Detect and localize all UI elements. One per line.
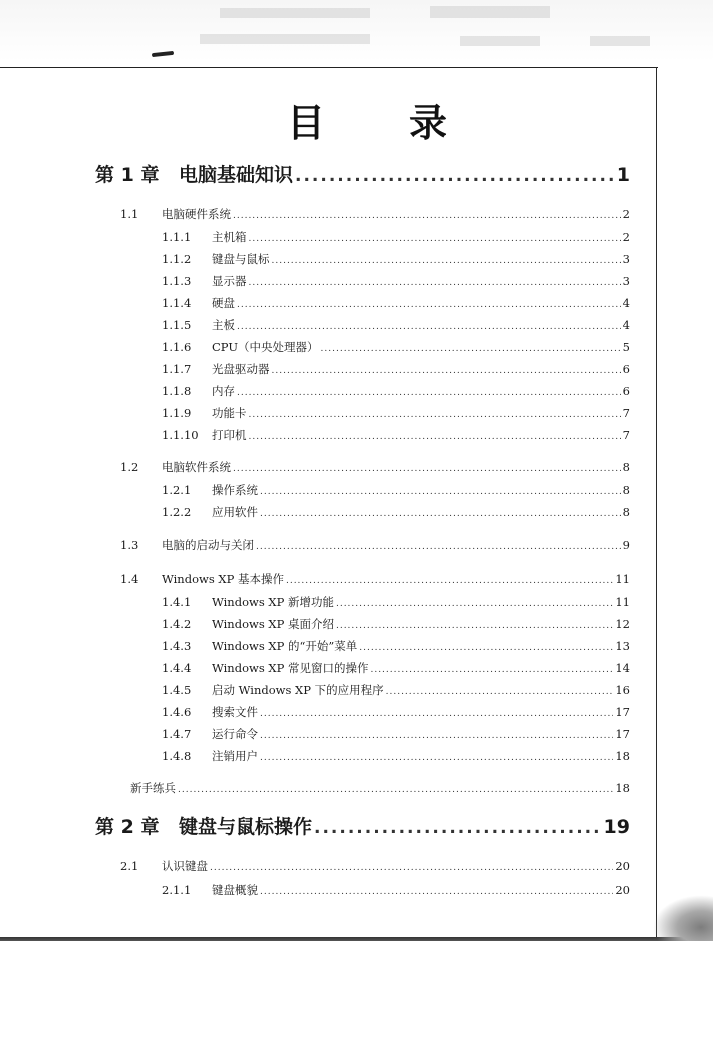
subsection-title: 光盘驱动器 — [212, 362, 270, 376]
leader-dots — [260, 509, 621, 519]
practice-title: 新手练兵 — [130, 781, 176, 795]
subsection-title: Windows XP 新增功能 — [212, 595, 334, 609]
chapter-number: 第 2 章 — [95, 816, 160, 838]
toc-section-1-4[interactable] — [120, 571, 630, 589]
leader-dots — [237, 388, 621, 398]
section-number: 1.1 — [120, 207, 139, 221]
subsection-title: 操作系统 — [212, 483, 258, 497]
page-number: 6 — [622, 362, 630, 376]
leader-dots — [386, 687, 614, 697]
leader-dots — [260, 887, 613, 897]
page-number: 7 — [622, 428, 630, 442]
toc-subsection-1-2-2[interactable] — [162, 504, 630, 522]
page-number: 11 — [615, 572, 630, 586]
section-title: Windows XP 基本操作 — [162, 572, 284, 586]
toc-chapter-2[interactable] — [95, 812, 630, 838]
page-number: 13 — [615, 639, 630, 653]
page-title-char-2: 录 — [408, 101, 447, 145]
page-number: 11 — [615, 595, 630, 609]
chapter-number: 第 1 章 — [95, 164, 160, 186]
toc-section-1-3[interactable] — [120, 537, 630, 555]
page-number: 16 — [615, 683, 630, 697]
subsection-number: 1.1.5 — [162, 318, 192, 332]
toc-subsection-1-4-2[interactable] — [162, 616, 630, 634]
page-number: 8 — [622, 505, 630, 519]
leader-dots — [210, 863, 613, 873]
leader-dots — [249, 278, 621, 288]
leader-dots — [272, 366, 621, 376]
scan-bleed-through — [430, 6, 550, 18]
subsection-number: 1.1.4 — [162, 296, 192, 310]
subsection-title: 内存 — [212, 384, 235, 398]
leader-dots — [272, 256, 621, 266]
section-number: 1.3 — [120, 538, 139, 552]
subsection-title: 打印机 — [212, 428, 247, 442]
toc-practice[interactable] — [130, 780, 630, 798]
toc-subsection-1-2-1[interactable] — [162, 482, 630, 500]
toc-section-1-2[interactable] — [120, 459, 630, 477]
subsection-number: 1.1.8 — [162, 384, 192, 398]
page-number: 3 — [622, 274, 630, 288]
subsection-title: 显示器 — [212, 274, 247, 288]
subsection-title: 注销用户 — [212, 749, 258, 763]
leader-dots — [233, 211, 621, 221]
subsection-title: CPU（中央处理器） — [212, 340, 319, 354]
subsection-title: 应用软件 — [212, 505, 258, 519]
toc-subsection-1-4-3[interactable] — [162, 638, 630, 656]
toc-section-2-1[interactable] — [120, 858, 630, 876]
leader-dots — [359, 643, 613, 653]
toc-subsection-1-1-2[interactable] — [162, 251, 630, 269]
leader-dots — [237, 300, 621, 310]
leader-dots — [260, 709, 613, 719]
page-number: 2 — [622, 230, 630, 244]
toc-subsection-1-4-8[interactable] — [162, 748, 630, 766]
page-number: 6 — [622, 384, 630, 398]
subsection-title: Windows XP 常见窗口的操作 — [212, 661, 369, 675]
subsection-number: 1.4.8 — [162, 749, 192, 763]
subsection-number: 1.4.1 — [162, 595, 192, 609]
subsection-number: 1.1.2 — [162, 252, 192, 266]
section-title: 电脑硬件系统 — [162, 207, 231, 221]
leader-dots — [260, 731, 613, 741]
subsection-number: 1.4.6 — [162, 705, 192, 719]
page-number: 7 — [622, 406, 630, 420]
scan-smudge — [653, 895, 713, 941]
section-number: 1.2 — [120, 460, 139, 474]
section-title: 电脑的启动与关闭 — [162, 538, 254, 552]
page-number: 4 — [622, 318, 630, 332]
page-number: 9 — [622, 538, 630, 552]
toc-subsection-1-4-1[interactable] — [162, 594, 630, 612]
section-number: 1.4 — [120, 572, 139, 586]
page-number: 20 — [615, 883, 630, 897]
page-number: 18 — [615, 749, 630, 763]
toc-chapter-1[interactable] — [95, 160, 630, 186]
toc-subsection-1-4-7[interactable] — [162, 726, 630, 744]
subsection-number: 1.4.7 — [162, 727, 192, 741]
subsection-number: 1.4.5 — [162, 683, 192, 697]
chapter-title: 键盘与鼠标操作 — [179, 816, 313, 838]
toc-subsection-1-4-4[interactable] — [162, 660, 630, 678]
subsection-title: 搜索文件 — [212, 705, 258, 719]
toc-subsection-1-1-8[interactable] — [162, 383, 630, 401]
leader-dots — [260, 487, 621, 497]
subsection-number: 1.1.1 — [162, 230, 192, 244]
page-number: 5 — [622, 340, 630, 354]
section-title: 电脑软件系统 — [162, 460, 231, 474]
subsection-number: 1.2.1 — [162, 483, 192, 497]
leader-dots — [286, 576, 613, 586]
toc-subsection-1-1-5[interactable] — [162, 317, 630, 335]
toc-subsection-1-4-5[interactable] — [162, 682, 630, 700]
subsection-title: 键盘概貌 — [212, 883, 258, 897]
leader-dots — [237, 322, 621, 332]
toc-subsection-2-1-1[interactable] — [162, 882, 630, 900]
page-top-border — [0, 67, 658, 68]
toc-subsection-1-4-6[interactable] — [162, 704, 630, 722]
subsection-title: 硬盘 — [212, 296, 235, 310]
page-number: 20 — [615, 859, 630, 873]
subsection-title: Windows XP 桌面介绍 — [212, 617, 334, 631]
subsection-title: 运行命令 — [212, 727, 258, 741]
toc-subsection-1-1-9[interactable] — [162, 405, 630, 423]
page-number: 14 — [615, 661, 630, 675]
scan-bleed-through — [590, 36, 650, 46]
subsection-number: 1.1.9 — [162, 406, 192, 420]
leader-dots — [249, 234, 621, 244]
leader-dots — [249, 432, 621, 442]
leader-dots — [336, 621, 613, 631]
subsection-number: 1.2.2 — [162, 505, 192, 519]
toc-subsection-1-1-4[interactable] — [162, 295, 630, 313]
subsection-title: Windows XP 的“开始”菜单 — [212, 639, 358, 653]
subsection-number: 1.4.2 — [162, 617, 192, 631]
page-number: 17 — [615, 705, 630, 719]
subsection-title: 主板 — [212, 318, 235, 332]
subsection-number: 2.1.1 — [162, 883, 192, 897]
leader-dots — [321, 344, 621, 354]
page-number: 1 — [616, 164, 630, 186]
page-number: 18 — [615, 781, 630, 795]
page-title — [287, 92, 447, 147]
toc-section-1-1[interactable] — [120, 206, 630, 224]
toc-subsection-1-1-3[interactable] — [162, 273, 630, 291]
leader-dots — [249, 410, 621, 420]
page-number: 19 — [603, 816, 630, 838]
page-number: 3 — [622, 252, 630, 266]
leader-dots — [256, 542, 621, 552]
toc-subsection-1-1-10[interactable] — [162, 427, 630, 445]
scan-bleed-through — [220, 8, 370, 18]
page-bottom-border — [0, 937, 713, 941]
page-number: 2 — [622, 207, 630, 221]
toc-subsection-1-1-7[interactable] — [162, 361, 630, 379]
section-title: 认识键盘 — [162, 859, 208, 873]
page-right-border — [656, 67, 657, 937]
leader-dots — [178, 785, 613, 795]
chapter-title: 电脑基础知识 — [179, 164, 294, 186]
section-number: 2.1 — [120, 859, 139, 873]
page-number: 8 — [622, 483, 630, 497]
subsection-number: 1.4.3 — [162, 639, 192, 653]
toc-subsection-1-1-6[interactable] — [162, 339, 630, 357]
page-number: 12 — [615, 617, 630, 631]
subsection-title: 键盘与鼠标 — [212, 252, 270, 266]
page-number: 17 — [615, 727, 630, 741]
subsection-title: 主机箱 — [212, 230, 247, 244]
subsection-title: 功能卡 — [212, 406, 247, 420]
subsection-number: 1.1.6 — [162, 340, 192, 354]
leader-dots — [336, 599, 613, 609]
subsection-number: 1.1.10 — [162, 428, 199, 442]
page-number: 8 — [622, 460, 630, 474]
leader-dots — [233, 464, 621, 474]
subsection-number: 1.1.7 — [162, 362, 192, 376]
subsection-title: 启动 Windows XP 下的应用程序 — [212, 683, 384, 697]
leader-dots — [295, 166, 615, 186]
leader-dots — [314, 818, 602, 838]
leader-dots — [370, 665, 613, 675]
subsection-number: 1.4.4 — [162, 661, 192, 675]
scan-bleed-through — [200, 34, 370, 44]
leader-dots — [260, 753, 613, 763]
page-number: 4 — [622, 296, 630, 310]
scan-bleed-through — [460, 36, 540, 46]
page-title-char-1: 目 — [287, 101, 326, 145]
toc-subsection-1-1-1[interactable] — [162, 229, 630, 247]
subsection-number: 1.1.3 — [162, 274, 192, 288]
